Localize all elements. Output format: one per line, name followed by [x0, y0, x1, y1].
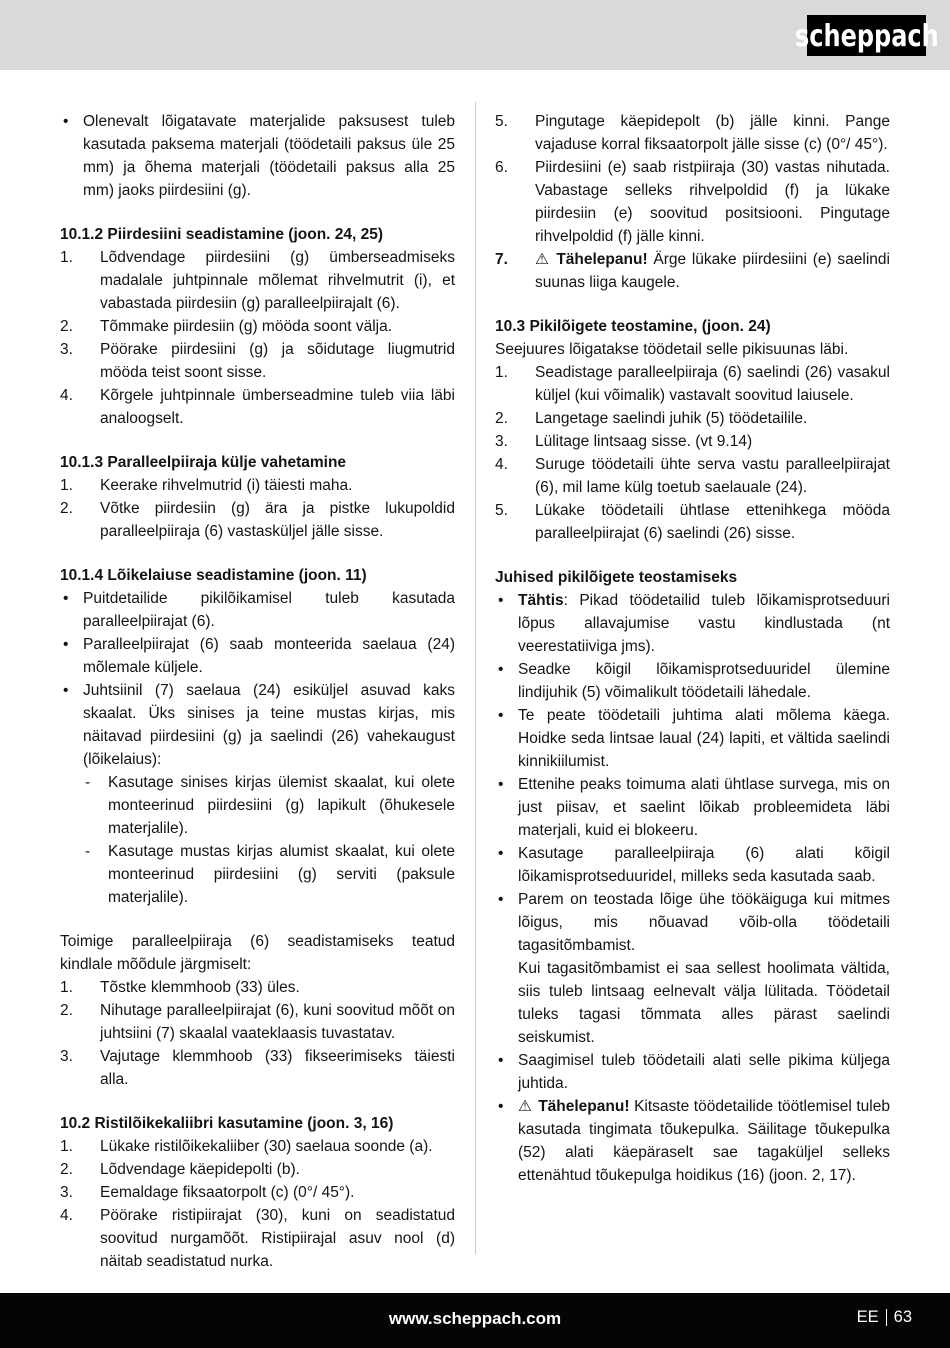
item-number: 2. — [60, 318, 73, 335]
bullet-marker: • — [498, 707, 504, 724]
list-item — [495, 453, 890, 499]
paragraph: Seejuures lõigatakse töödetail selle pikisuunas läbi. — [495, 341, 849, 358]
item-text — [518, 1049, 890, 1095]
item-text — [518, 589, 890, 658]
bullet-marker: • — [498, 1052, 504, 1069]
list — [60, 246, 455, 430]
text-segment: Suruge töödetaili ühte serva vastu paralleelpiirajat (6), mil lame külg toetub saelauale (24). — [535, 456, 890, 496]
list-item — [60, 246, 455, 315]
list — [495, 110, 890, 294]
text-segment: Ettenihe peaks toimuma alati ühtlase survega, mis on just piisav, et saelint lõikab probleemideta läbi materjali, kuid ei blokeeru. — [518, 776, 890, 839]
list-item — [495, 361, 890, 407]
list-item — [495, 704, 890, 773]
text-segment: Puitdetailide pikilõikamisel tuleb kasutada paralleelpiirajat (6). — [83, 590, 455, 630]
text-segment: Paralleelpiirajat (6) saab monteerida saelaua (24) mõlemale küljele. — [83, 636, 455, 676]
text-segment: Saagimisel tuleb töödetaili alati selle pikima küljega juhtida. — [518, 1052, 890, 1092]
bullet-marker: • — [498, 592, 504, 609]
item-text — [100, 1135, 455, 1158]
item-number: 4. — [60, 1207, 73, 1224]
text-segment: Seadke kõigil lõikamisprotseduuridel ülemine lindijuhik (5) võimalikult töödetaili lähedale. — [518, 661, 890, 701]
column-divider — [475, 102, 476, 1254]
language-code: EE — [856, 1308, 879, 1326]
section-heading: 10.1.4 Lõikelaiuse seadistamine (joon. 11) — [60, 567, 367, 584]
list-item — [60, 679, 455, 771]
text-segment: Tähtis — [518, 592, 564, 609]
list-item — [60, 840, 455, 909]
text-segment: Piirdesiini (e) saab ristpiiraja (30) vastas nihutada. Vabastage selleks rihvelpoldid (f) ja lükake piirdesiin (e) soovitud positsiooni. Pingutage rihvelpoldid (f) jälle kinni. — [535, 159, 890, 245]
item-number: 2. — [60, 1002, 73, 1019]
item-text — [518, 658, 890, 704]
list-item — [60, 384, 455, 430]
item-text — [100, 474, 455, 497]
page-content — [0, 70, 950, 1293]
bullet-marker: • — [63, 113, 69, 130]
bullet-marker: • — [498, 845, 504, 862]
bullet-marker: • — [498, 1098, 504, 1115]
column-right — [495, 110, 890, 1293]
list — [495, 361, 890, 545]
list-item — [60, 1135, 455, 1158]
bullet-marker: • — [498, 661, 504, 678]
scheppach-logo — [794, 15, 939, 56]
list — [60, 587, 455, 909]
item-text — [535, 156, 890, 248]
item-text — [100, 1045, 455, 1091]
list-item — [495, 842, 890, 888]
item-number: 1. — [495, 364, 508, 381]
dash-marker: - — [85, 843, 91, 860]
text-segment: Pöörake ristipiirajat (30), kuni on seadistatud soovitud nurgamõõt. Ristipiirajal asuv nool (d) näitab seadistatud nurka. — [100, 1207, 455, 1270]
warning-triangle-icon: ⚠ — [535, 251, 551, 268]
text-segment: Kitsaste töödetailide töötlemisel tuleb kasutada tingimata tõukepulka. Säilitage tõukepulka (52) alati käepäraselt sae tagaküljel selleks ettenähtud tõukepulga hoidikus (16) (joon. 2, 17). — [518, 1098, 890, 1184]
text-segment: Pöörake piirdesiini (g) ja sõidutage liugmutrid mööda teist soont sisse. — [100, 341, 455, 381]
text-segment: Kasutage paralleelpiiraja (6) alati kõigil lõikamisprotseduuridel, milleks seda kasutada saab. — [518, 845, 890, 885]
page-indicator — [857, 1308, 912, 1327]
item-text — [535, 453, 890, 499]
list-item — [495, 499, 890, 545]
column-left — [60, 110, 455, 1293]
item-text — [100, 497, 455, 543]
text-segment: Tähelepanu! — [538, 1098, 630, 1115]
list-item — [60, 110, 455, 202]
warning-triangle-icon: ⚠ — [518, 1098, 533, 1115]
page-header — [0, 0, 950, 70]
item-text — [518, 1095, 890, 1187]
list-item — [495, 407, 890, 430]
text-segment: Seadistage paralleelpiiraja (6) saelindi (26) vasakul küljel (kui võimalik) vastavalt soovitud laiusele. — [535, 364, 890, 404]
list — [495, 589, 890, 1187]
paragraph: Toimige paralleelpiiraja (6) seadistamiseks teatud kindlale mõõdule järgmiselt: — [60, 933, 455, 973]
item-text — [108, 771, 455, 840]
item-number: 3. — [60, 1184, 73, 1201]
page-footer — [0, 1293, 950, 1348]
item-number: 2. — [60, 500, 73, 517]
item-number: 4. — [495, 456, 508, 473]
text-segment: Kasutage sinises kirjas ülemist skaalat, kui olete monteerinud piirdesiini (g) lapikult (õhukesele materjalile). — [108, 774, 455, 837]
text-segment: Eemaldage fiksaatorpolt (c) (0°/ 45°). — [100, 1184, 355, 1201]
text-segment: Langetage saelindi juhik (5) töödetailile. — [535, 410, 808, 427]
page-number: 63 — [893, 1308, 912, 1326]
text-segment: Kasutage mustas kirjas alumist skaalat, kui olete monteerinud piirdesiini (g) serviti (paksule materjalile). — [108, 843, 455, 906]
list-item — [495, 248, 890, 294]
item-number: 3. — [60, 1048, 73, 1065]
item-text — [535, 430, 890, 453]
list-item — [60, 976, 455, 999]
section-heading: 10.2 Ristilõikekaliibri kasutamine (joon. 3, 16) — [60, 1115, 394, 1132]
list — [60, 110, 455, 202]
list-item — [495, 773, 890, 842]
list-item — [60, 474, 455, 497]
separator-bar-icon — [886, 1309, 887, 1326]
item-text — [83, 110, 455, 202]
item-text — [100, 315, 455, 338]
list-item — [60, 315, 455, 338]
text-segment: Ärge lükake piirdesiini (e) saelindi suunas liiga kaugele. — [535, 251, 890, 291]
list — [60, 976, 455, 1091]
item-text — [83, 633, 455, 679]
list-item — [60, 771, 455, 840]
text-segment: Nihutage paralleelpiirajat (6), kuni soovitud mõõt on juhtsiini (7) skaalal vaateklaasis tuvastatav. — [100, 1002, 455, 1042]
item-number: 1. — [60, 477, 73, 494]
text-segment: Võtke piirdesiin (g) ära ja pistke lukupoldid paralleelpiiraja (6) vastasküljel jälle sisse. — [100, 500, 455, 540]
text-segment: Te peate töödetaili juhtima alati mõlema käega. Hoidke seda lintsae laual (24) lapiti, et vältida saelindi kinnikiilumist. — [518, 707, 890, 770]
text-segment: Lõdvendage piirdesiini (g) ümberseadmiseks madalale juhtpinnale mõlemat rihvelmutrit (i), et vabastada piirdesiin (g) paralleelpiirajalt (6). — [100, 249, 455, 312]
list-item — [60, 497, 455, 543]
list-item — [60, 1204, 455, 1273]
text-segment: Tähelepanu! — [556, 251, 648, 268]
item-text — [535, 110, 890, 156]
bullet-marker: • — [63, 590, 69, 607]
list-item — [495, 1095, 890, 1187]
list-item — [495, 957, 890, 1049]
item-text — [83, 679, 455, 771]
text-segment: Lõdvendage käepidepolti (b). — [100, 1161, 300, 1178]
item-number: 6. — [495, 159, 508, 176]
item-number: 5. — [495, 113, 508, 130]
text-segment: Kõrgele juhtpinnale ümberseadmine tuleb viia läbi analoogselt. — [100, 387, 455, 427]
bullet-marker: • — [498, 776, 504, 793]
list-item — [60, 633, 455, 679]
text-segment: Juhtsiinil (7) saelaua (24) esiküljel asuvad kaks skaalat. Üks sinises ja teine mustas kirjas, mis näitavad piirdesiini (g) ja saelindi (26) vahekaugust (lõikelaius): — [83, 682, 455, 768]
item-text — [100, 246, 455, 315]
section-heading: 10.3 Pikilõigete teostamine, (joon. 24) — [495, 318, 771, 335]
list-item — [60, 338, 455, 384]
list-item — [495, 1049, 890, 1095]
item-number: 7. — [495, 251, 508, 268]
list-item — [60, 1181, 455, 1204]
website-text: www.scheppach.com — [388, 1309, 562, 1328]
list-item — [495, 589, 890, 658]
section-heading: Juhised pikilõigete teostamiseks — [495, 569, 738, 586]
list-item — [60, 1045, 455, 1091]
item-text — [518, 704, 890, 773]
list-item — [495, 430, 890, 453]
list-item — [495, 888, 890, 957]
list-item — [495, 110, 890, 156]
list — [60, 474, 455, 543]
text-segment: Tõstke klemmhoob (33) üles. — [100, 979, 300, 996]
list-item — [495, 156, 890, 248]
section-heading: 10.1.2 Piirdesiini seadistamine (joon. 24, 25) — [60, 226, 384, 243]
item-text — [535, 248, 890, 294]
text-segment: Kui tagasitõmbamist ei saa sellest hoolimata vältida, siis tuleb lintsaag eelnevalt välja lülitada. Töödetail tuleks tagasi tõmmata alles pärast saelindi seiskumist. — [518, 960, 890, 1046]
item-text — [535, 407, 890, 430]
bullet-marker: • — [63, 682, 69, 699]
text-segment: Tõmmake piirdesiin (g) mööda soont välja. — [100, 318, 393, 335]
list-item — [495, 658, 890, 704]
item-text — [83, 587, 455, 633]
logo-text: scheppach — [794, 17, 939, 54]
dash-marker: - — [85, 774, 91, 791]
item-number: 3. — [60, 341, 73, 358]
item-text — [100, 999, 455, 1045]
item-text — [518, 842, 890, 888]
text-segment: Olenevalt lõigatavate materjalide paksusest tuleb kasutada paksema materjali (töödetaili paksus üle 25 mm) ja õhema materjali (töödetaili paksus alla 25 mm) jaoks piirdesiini (g). — [83, 113, 455, 199]
text-segment: Pingutage käepidepolt (b) jälle kinni. Pange vajaduse korral fiksaatorpolt jälle sisse (c) (0°/ 45°). — [535, 113, 890, 153]
text-segment: Lükake ristilõikekaliiber (30) saelaua soonde (a). — [100, 1138, 433, 1155]
item-text — [100, 1181, 455, 1204]
text-segment: Lülitage lintsaag sisse. (vt 9.14) — [535, 433, 753, 450]
text-segment: Parem on teostada lõige ühe töökäiguga kui mitmes lõigus, mis nõuavad võib-olla töödetaili tagasitõmbamist. — [518, 891, 890, 954]
text-segment: Lükake töödetaili ühtlase ettenihkega mööda paralleelpiirajat (6) saelindi (26) sisse. — [535, 502, 890, 542]
bullet-marker: • — [498, 891, 504, 908]
item-text — [535, 361, 890, 407]
item-number: 2. — [495, 410, 508, 427]
item-text — [100, 384, 455, 430]
list — [60, 1135, 455, 1273]
item-text — [100, 976, 455, 999]
text-segment: Vajutage klemmhoob (33) fikseerimiseks täiesti alla. — [100, 1048, 455, 1088]
bullet-marker: • — [63, 636, 69, 653]
item-number: 1. — [60, 1138, 73, 1155]
list-item — [60, 1158, 455, 1181]
item-number: 1. — [60, 249, 73, 266]
item-text — [100, 338, 455, 384]
text-segment: : Pikad töödetailid tuleb lõikamisprotseduuri lõpus allavajumise vastu kindlustada (nt veerestatiiviga jms). — [518, 592, 890, 655]
section-heading: 10.1.3 Paralleelpiiraja külje vahetamine — [60, 454, 347, 471]
item-text — [108, 840, 455, 909]
list-item — [60, 999, 455, 1045]
item-number: 4. — [60, 387, 73, 404]
item-text — [518, 957, 890, 1049]
item-number: 2. — [60, 1161, 73, 1178]
item-number: 1. — [60, 979, 73, 996]
list-item — [60, 587, 455, 633]
item-text — [535, 499, 890, 545]
item-number: 3. — [495, 433, 508, 450]
text-segment: Keerake rihvelmutrid (i) täiesti maha. — [100, 477, 353, 494]
item-text — [518, 773, 890, 842]
item-text — [100, 1204, 455, 1273]
item-text — [100, 1158, 455, 1181]
item-text — [518, 888, 890, 957]
item-number: 5. — [495, 502, 508, 519]
